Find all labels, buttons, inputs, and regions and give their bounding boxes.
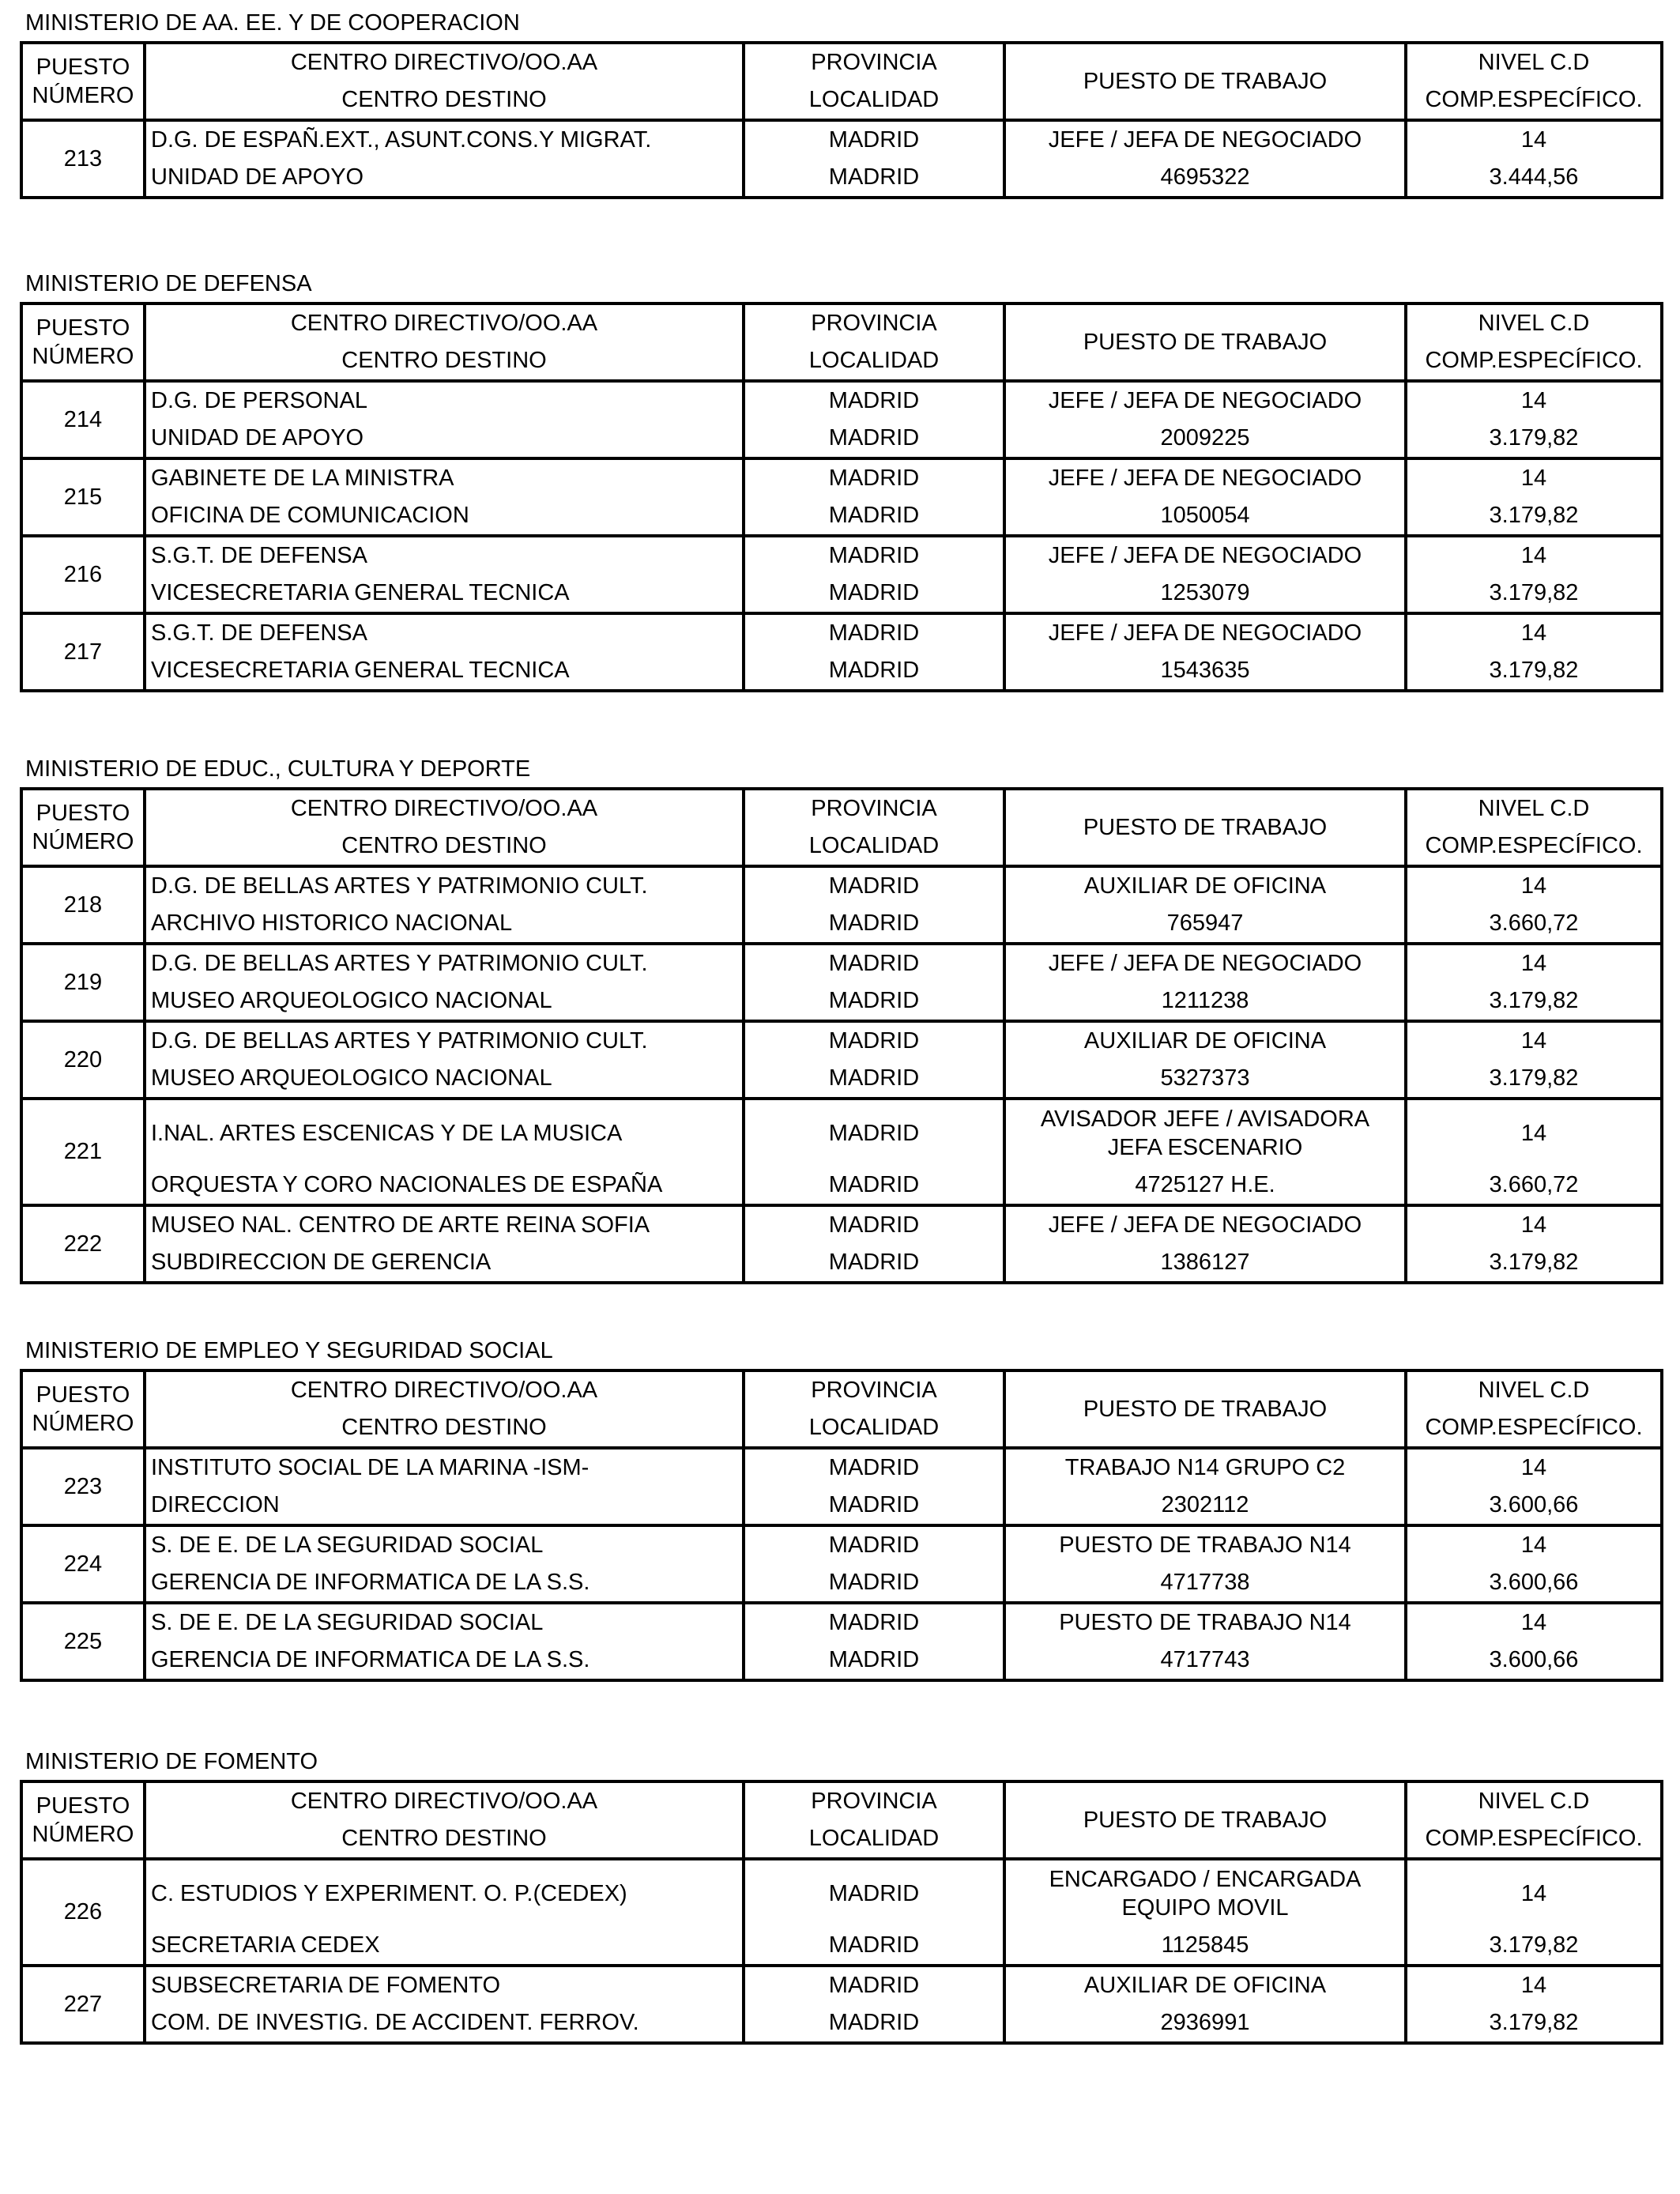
centro-destino: GERENCIA DE INFORMATICA DE LA S.S. [145,1564,744,1603]
header-centro-destino: CENTRO DESTINO [145,342,744,381]
header-row [21,1370,1662,1409]
centro-directivo: GABINETE DE LA MINISTRA [145,458,744,497]
complemento-especifico: 3.179,82 [1406,1060,1662,1099]
nivel-cd: 14 [1406,1603,1662,1642]
localidad: MADRID [744,1564,1004,1603]
table-row [21,120,1662,159]
table-row [21,1487,1662,1525]
centro-destino: UNIDAD DE APOYO [145,420,744,458]
centro-directivo: D.G. DE BELLAS ARTES Y PATRIMONIO CULT. [145,1021,744,1060]
provincia: MADRID [744,1525,1004,1564]
puesto-numero: 222 [21,1205,145,1283]
provincia: MADRID [744,1205,1004,1244]
provincia: MADRID [744,458,1004,497]
header-puesto-numero [21,789,145,866]
complemento-especifico: 3.179,82 [1406,2004,1662,2043]
header-puesto-trabajo: PUESTO DE TRABAJO [1004,1370,1406,1448]
nivel-cd: 14 [1406,1448,1662,1487]
header-row [21,342,1662,381]
puesto-codigo: 4695322 [1004,159,1406,198]
header-centro-destino: CENTRO DESTINO [145,827,744,866]
centro-destino: ORQUESTA Y CORO NACIONALES DE ESPAÑA [145,1167,744,1205]
puesto-numero: 224 [21,1525,145,1603]
puesto-numero: 213 [21,120,145,198]
header-provincia: PROVINCIA [744,43,1004,81]
header-centro-destino: CENTRO DESTINO [145,81,744,120]
provincia: MADRID [744,1966,1004,2004]
puesto-codigo: 4725127 H.E. [1004,1167,1406,1205]
complemento-especifico: 3.660,72 [1406,1167,1662,1205]
table-row [21,159,1662,198]
nivel-cd: 14 [1406,613,1662,652]
provincia: MADRID [744,866,1004,905]
localidad: MADRID [744,1167,1004,1205]
table-row [21,982,1662,1021]
positions-table [20,302,1663,692]
complemento-especifico: 3.600,66 [1406,1642,1662,1680]
localidad: MADRID [744,652,1004,691]
centro-directivo: D.G. DE PERSONAL [145,381,744,420]
header-puesto-label: PUESTO [36,1793,130,1819]
localidad: MADRID [744,905,1004,944]
localidad: MADRID [744,159,1004,198]
header-comp: COMP.ESPECÍFICO. [1406,1820,1662,1859]
centro-destino: DIRECCION [145,1487,744,1525]
table-row [21,420,1662,458]
table-row [21,1603,1662,1642]
provincia: MADRID [744,613,1004,652]
puesto-numero: 215 [21,458,145,536]
centro-directivo: MUSEO NAL. CENTRO DE ARTE REINA SOFIA [145,1205,744,1244]
centro-destino: MUSEO ARQUEOLOGICO NACIONAL [145,1060,744,1099]
nivel-cd: 14 [1406,1525,1662,1564]
centro-directivo: I.NAL. ARTES ESCENICAS Y DE LA MUSICA [145,1099,744,1167]
complemento-especifico: 3.179,82 [1406,1927,1662,1966]
table-row [21,1525,1662,1564]
positions-table [20,41,1663,199]
centro-destino: UNIDAD DE APOYO [145,159,744,198]
centro-directivo: INSTITUTO SOCIAL DE LA MARINA -ISM- [145,1448,744,1487]
header-localidad: LOCALIDAD [744,81,1004,120]
nivel-cd: 14 [1406,381,1662,420]
header-localidad: LOCALIDAD [744,1409,1004,1448]
puesto-trabajo: AUXILIAR DE OFICINA [1004,1966,1406,2004]
header-puesto-trabajo: PUESTO DE TRABAJO [1004,303,1406,381]
centro-directivo: S. DE E. DE LA SEGURIDAD SOCIAL [145,1525,744,1564]
centro-destino: SUBDIRECCION DE GERENCIA [145,1244,744,1283]
complemento-especifico: 3.179,82 [1406,1244,1662,1283]
header-provincia: PROVINCIA [744,303,1004,342]
section-title: MINISTERIO DE EMPLEO Y SEGURIDAD SOCIAL [25,1338,553,1363]
header-comp: COMP.ESPECÍFICO. [1406,342,1662,381]
header-numero-label: NÚMERO [32,1411,134,1436]
localidad: MADRID [744,1642,1004,1680]
complemento-especifico: 3.179,82 [1406,575,1662,613]
table-row [21,905,1662,944]
header-nivel: NIVEL C.D [1406,1781,1662,1820]
section-title: MINISTERIO DE DEFENSA [25,271,312,296]
positions-table [20,787,1663,1284]
puesto-trabajo: JEFE / JEFA DE NEGOCIADO [1004,1205,1406,1244]
header-nivel: NIVEL C.D [1406,303,1662,342]
puesto-trabajo: TRABAJO N14 GRUPO C2 [1004,1448,1406,1487]
header-puesto-label: PUESTO [36,55,130,80]
header-comp: COMP.ESPECÍFICO. [1406,827,1662,866]
table-row [21,1205,1662,1244]
table-row [21,1021,1662,1060]
puesto-numero: 226 [21,1859,145,1966]
header-numero-label: NÚMERO [32,1822,134,1847]
header-centro-directivo: CENTRO DIRECTIVO/OO.AA [145,303,744,342]
header-puesto-label: PUESTO [36,801,130,826]
table-row [21,1244,1662,1283]
positions-table [20,1780,1663,2045]
localidad: MADRID [744,1927,1004,1966]
provincia: MADRID [744,1099,1004,1167]
puesto-numero: 220 [21,1021,145,1099]
header-puesto-label: PUESTO [36,315,130,341]
complemento-especifico: 3.444,56 [1406,159,1662,198]
puesto-codigo: 5327373 [1004,1060,1406,1099]
header-centro-directivo: CENTRO DIRECTIVO/OO.AA [145,789,744,827]
puesto-codigo: 2009225 [1004,420,1406,458]
header-centro-destino: CENTRO DESTINO [145,1409,744,1448]
header-centro-directivo: CENTRO DIRECTIVO/OO.AA [145,1781,744,1820]
centro-directivo: D.G. DE ESPAÑ.EXT., ASUNT.CONS.Y MIGRAT. [145,120,744,159]
table-row [21,1859,1662,1927]
table-row [21,1927,1662,1966]
puesto-trabajo: JEFE / JEFA DE NEGOCIADO [1004,536,1406,575]
provincia: MADRID [744,381,1004,420]
table-row [21,1167,1662,1205]
header-row [21,789,1662,827]
centro-directivo: D.G. DE BELLAS ARTES Y PATRIMONIO CULT. [145,866,744,905]
nivel-cd: 14 [1406,1021,1662,1060]
provincia: MADRID [744,944,1004,982]
header-comp: COMP.ESPECÍFICO. [1406,1409,1662,1448]
provincia: MADRID [744,1021,1004,1060]
puesto-numero: 214 [21,381,145,458]
nivel-cd: 14 [1406,944,1662,982]
localidad: MADRID [744,1244,1004,1283]
header-row [21,1781,1662,1820]
positions-table [20,1369,1663,1682]
table-row [21,1060,1662,1099]
complemento-especifico: 3.179,82 [1406,652,1662,691]
section-title: MINISTERIO DE AA. EE. Y DE COOPERACION [25,10,520,36]
header-nivel: NIVEL C.D [1406,789,1662,827]
localidad: MADRID [744,2004,1004,2043]
header-localidad: LOCALIDAD [744,342,1004,381]
table-row [21,2004,1662,2043]
centro-destino: COM. DE INVESTIG. DE ACCIDENT. FERROV. [145,2004,744,2043]
table-row [21,866,1662,905]
header-row [21,1409,1662,1448]
puesto-codigo: 4717743 [1004,1642,1406,1680]
puesto-trabajo: PUESTO DE TRABAJO N14 [1004,1603,1406,1642]
localidad: MADRID [744,982,1004,1021]
provincia: MADRID [744,536,1004,575]
header-puesto-numero [21,303,145,381]
header-provincia: PROVINCIA [744,1370,1004,1409]
centro-destino: MUSEO ARQUEOLOGICO NACIONAL [145,982,744,1021]
header-puesto-trabajo: PUESTO DE TRABAJO [1004,789,1406,866]
localidad: MADRID [744,1487,1004,1525]
header-puesto-label: PUESTO [36,1382,130,1408]
nivel-cd: 14 [1406,1859,1662,1927]
table-row [21,1564,1662,1603]
puesto-numero: 217 [21,613,145,691]
header-centro-destino: CENTRO DESTINO [145,1820,744,1859]
puesto-numero: 218 [21,866,145,944]
puesto-codigo: 1050054 [1004,497,1406,536]
centro-destino: GERENCIA DE INFORMATICA DE LA S.S. [145,1642,744,1680]
table-row [21,458,1662,497]
puesto-numero: 221 [21,1099,145,1205]
complemento-especifico: 3.600,66 [1406,1564,1662,1603]
table-row [21,613,1662,652]
header-row [21,303,1662,342]
localidad: MADRID [744,497,1004,536]
puesto-trabajo: JEFE / JEFA DE NEGOCIADO [1004,381,1406,420]
complemento-especifico: 3.660,72 [1406,905,1662,944]
complemento-especifico: 3.179,82 [1406,982,1662,1021]
puesto-numero: 223 [21,1448,145,1525]
table-row [21,1966,1662,2004]
provincia: MADRID [744,1603,1004,1642]
provincia: MADRID [744,1859,1004,1927]
puesto-trabajo: PUESTO DE TRABAJO N14 [1004,1525,1406,1564]
header-row [21,81,1662,120]
header-row [21,43,1662,81]
header-puesto-numero [21,1781,145,1859]
centro-directivo: S.G.T. DE DEFENSA [145,536,744,575]
header-puesto-numero [21,43,145,120]
complemento-especifico: 3.600,66 [1406,1487,1662,1525]
table-row [21,497,1662,536]
nivel-cd: 14 [1406,1966,1662,2004]
localidad: MADRID [744,575,1004,613]
nivel-cd: 14 [1406,536,1662,575]
centro-directivo: S.G.T. DE DEFENSA [145,613,744,652]
puesto-trabajo: JEFE / JEFA DE NEGOCIADO [1004,944,1406,982]
puesto-codigo: 2302112 [1004,1487,1406,1525]
table-row [21,381,1662,420]
centro-destino: VICESECRETARIA GENERAL TECNICA [145,652,744,691]
centro-destino: OFICINA DE COMUNICACION [145,497,744,536]
puesto-codigo: 1543635 [1004,652,1406,691]
puesto-trabajo: AVISADOR JEFE / AVISADORA JEFA ESCENARIO [1004,1099,1406,1167]
table-row [21,652,1662,691]
puesto-codigo: 765947 [1004,905,1406,944]
header-row [21,827,1662,866]
puesto-trabajo: ENCARGADO / ENCARGADA EQUIPO MOVIL [1004,1859,1406,1927]
nivel-cd: 14 [1406,866,1662,905]
puesto-trabajo: JEFE / JEFA DE NEGOCIADO [1004,613,1406,652]
puesto-codigo: 2936991 [1004,2004,1406,2043]
puesto-codigo: 4717738 [1004,1564,1406,1603]
section-title: MINISTERIO DE FOMENTO [25,1749,318,1774]
table-row [21,536,1662,575]
localidad: MADRID [744,420,1004,458]
centro-destino: VICESECRETARIA GENERAL TECNICA [145,575,744,613]
puesto-codigo: 1211238 [1004,982,1406,1021]
section-title: MINISTERIO DE EDUC., CULTURA Y DEPORTE [25,756,531,782]
puesto-codigo: 1386127 [1004,1244,1406,1283]
header-numero-label: NÚMERO [32,829,134,854]
header-localidad: LOCALIDAD [744,827,1004,866]
nivel-cd: 14 [1406,458,1662,497]
centro-directivo: D.G. DE BELLAS ARTES Y PATRIMONIO CULT. [145,944,744,982]
header-numero-label: NÚMERO [32,344,134,369]
localidad: MADRID [744,1060,1004,1099]
header-row [21,1820,1662,1859]
header-puesto-numero [21,1370,145,1448]
header-numero-label: NÚMERO [32,83,134,108]
puesto-trabajo: AUXILIAR DE OFICINA [1004,1021,1406,1060]
puesto-numero: 225 [21,1603,145,1680]
nivel-cd: 14 [1406,1205,1662,1244]
centro-destino: ARCHIVO HISTORICO NACIONAL [145,905,744,944]
puesto-codigo: 1253079 [1004,575,1406,613]
header-centro-directivo: CENTRO DIRECTIVO/OO.AA [145,1370,744,1409]
header-nivel: NIVEL C.D [1406,43,1662,81]
table-row [21,1099,1662,1167]
puesto-trabajo: AUXILIAR DE OFICINA [1004,866,1406,905]
puesto-numero: 216 [21,536,145,613]
table-row [21,1448,1662,1487]
provincia: MADRID [744,1448,1004,1487]
table-row [21,1642,1662,1680]
centro-directivo: S. DE E. DE LA SEGURIDAD SOCIAL [145,1603,744,1642]
nivel-cd: 14 [1406,1099,1662,1167]
header-centro-directivo: CENTRO DIRECTIVO/OO.AA [145,43,744,81]
header-provincia: PROVINCIA [744,1781,1004,1820]
header-provincia: PROVINCIA [744,789,1004,827]
puesto-numero: 227 [21,1966,145,2043]
complemento-especifico: 3.179,82 [1406,497,1662,536]
table-row [21,944,1662,982]
header-puesto-trabajo: PUESTO DE TRABAJO [1004,1781,1406,1859]
complemento-especifico: 3.179,82 [1406,420,1662,458]
table-row [21,575,1662,613]
puesto-codigo: 1125845 [1004,1927,1406,1966]
header-nivel: NIVEL C.D [1406,1370,1662,1409]
puesto-trabajo: JEFE / JEFA DE NEGOCIADO [1004,120,1406,159]
puesto-trabajo: JEFE / JEFA DE NEGOCIADO [1004,458,1406,497]
centro-directivo: C. ESTUDIOS Y EXPERIMENT. O. P.(CEDEX) [145,1859,744,1927]
centro-destino: SECRETARIA CEDEX [145,1927,744,1966]
nivel-cd: 14 [1406,120,1662,159]
header-puesto-trabajo: PUESTO DE TRABAJO [1004,43,1406,120]
puesto-numero: 219 [21,944,145,1021]
centro-directivo: SUBSECRETARIA DE FOMENTO [145,1966,744,2004]
header-localidad: LOCALIDAD [744,1820,1004,1859]
provincia: MADRID [744,120,1004,159]
header-comp: COMP.ESPECÍFICO. [1406,81,1662,120]
